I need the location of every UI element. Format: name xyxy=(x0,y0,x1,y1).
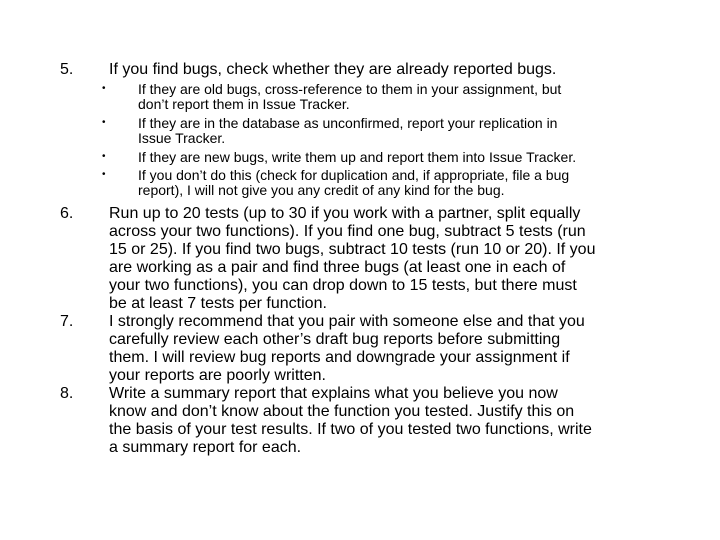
bullet-3-text xyxy=(138,150,678,165)
item-6-line: 15 or 25). If you find two bugs, subtract 10 tests (run 10 or 20). If you xyxy=(109,241,596,258)
item-5-line: If you find bugs, check whether they are already reported bugs. xyxy=(109,61,557,78)
bullet-4-text xyxy=(138,168,678,197)
bullet-2-line: Issue Tracker. xyxy=(138,129,226,146)
item-7-line: them. I will review bug reports and downgrade your assignment if xyxy=(109,349,570,366)
bullet-2-text xyxy=(138,116,678,145)
item-8-line: the basis of your test results. If two of you tested two functions, write xyxy=(109,421,592,438)
item-6-number: 6. xyxy=(60,205,74,222)
bullet-1-line: don’t report them in Issue Tracker. xyxy=(138,95,350,112)
item-7-line: your reports are poorly written. xyxy=(109,367,326,384)
bullet-1-line: If they are old bugs, cross-reference to them in your assignment, but xyxy=(138,81,562,97)
bullet-1-marker: • xyxy=(102,83,106,94)
bullet-4-marker: • xyxy=(102,169,106,180)
item-6-line: across your two functions). If you find one bug, subtract 5 tests (run xyxy=(109,223,586,240)
item-8-line: know and don’t know about the function you tested. Justify this on xyxy=(109,403,575,420)
bullet-4-line: If you don’t do this (check for duplication and, if appropriate, file a bug xyxy=(138,167,570,183)
item-6-text xyxy=(109,205,669,313)
item-7-line: I strongly recommend that you pair with someone else and that you xyxy=(109,313,585,330)
bullet-4-line: report), I will not give you any credit of any kind for the bug. xyxy=(138,181,505,198)
item-7-text xyxy=(109,313,669,385)
item-8-line: Write a summary report that explains what you believe you now xyxy=(109,385,558,402)
item-6-line: your two functions), you can drop down to 15 tests, but there must xyxy=(109,277,577,294)
bullet-2-line: If they are in the database as unconfirmed, report your replication in xyxy=(138,115,558,131)
item-6-line: be at least 7 tests per function. xyxy=(109,295,327,312)
item-5-text xyxy=(109,61,669,79)
bullet-3-marker: • xyxy=(102,151,106,162)
item-8-text xyxy=(109,385,669,457)
item-6-line: are working as a pair and find three bugs (at least one in each of xyxy=(109,259,566,276)
item-7-number: 7. xyxy=(60,313,74,330)
item-8-line: a summary report for each. xyxy=(109,439,302,456)
item-5-number: 5. xyxy=(60,61,74,78)
item-7-line: carefully review each other’s draft bug reports before submitting xyxy=(109,331,561,348)
bullet-3-line: If they are new bugs, write them up and report them into Issue Tracker. xyxy=(138,149,577,165)
item-8-number: 8. xyxy=(60,385,74,402)
bullet-2-marker: • xyxy=(102,117,106,128)
bullet-1-text xyxy=(138,82,678,111)
item-6-line: Run up to 20 tests (up to 30 if you work with a partner, split equally xyxy=(109,205,581,222)
